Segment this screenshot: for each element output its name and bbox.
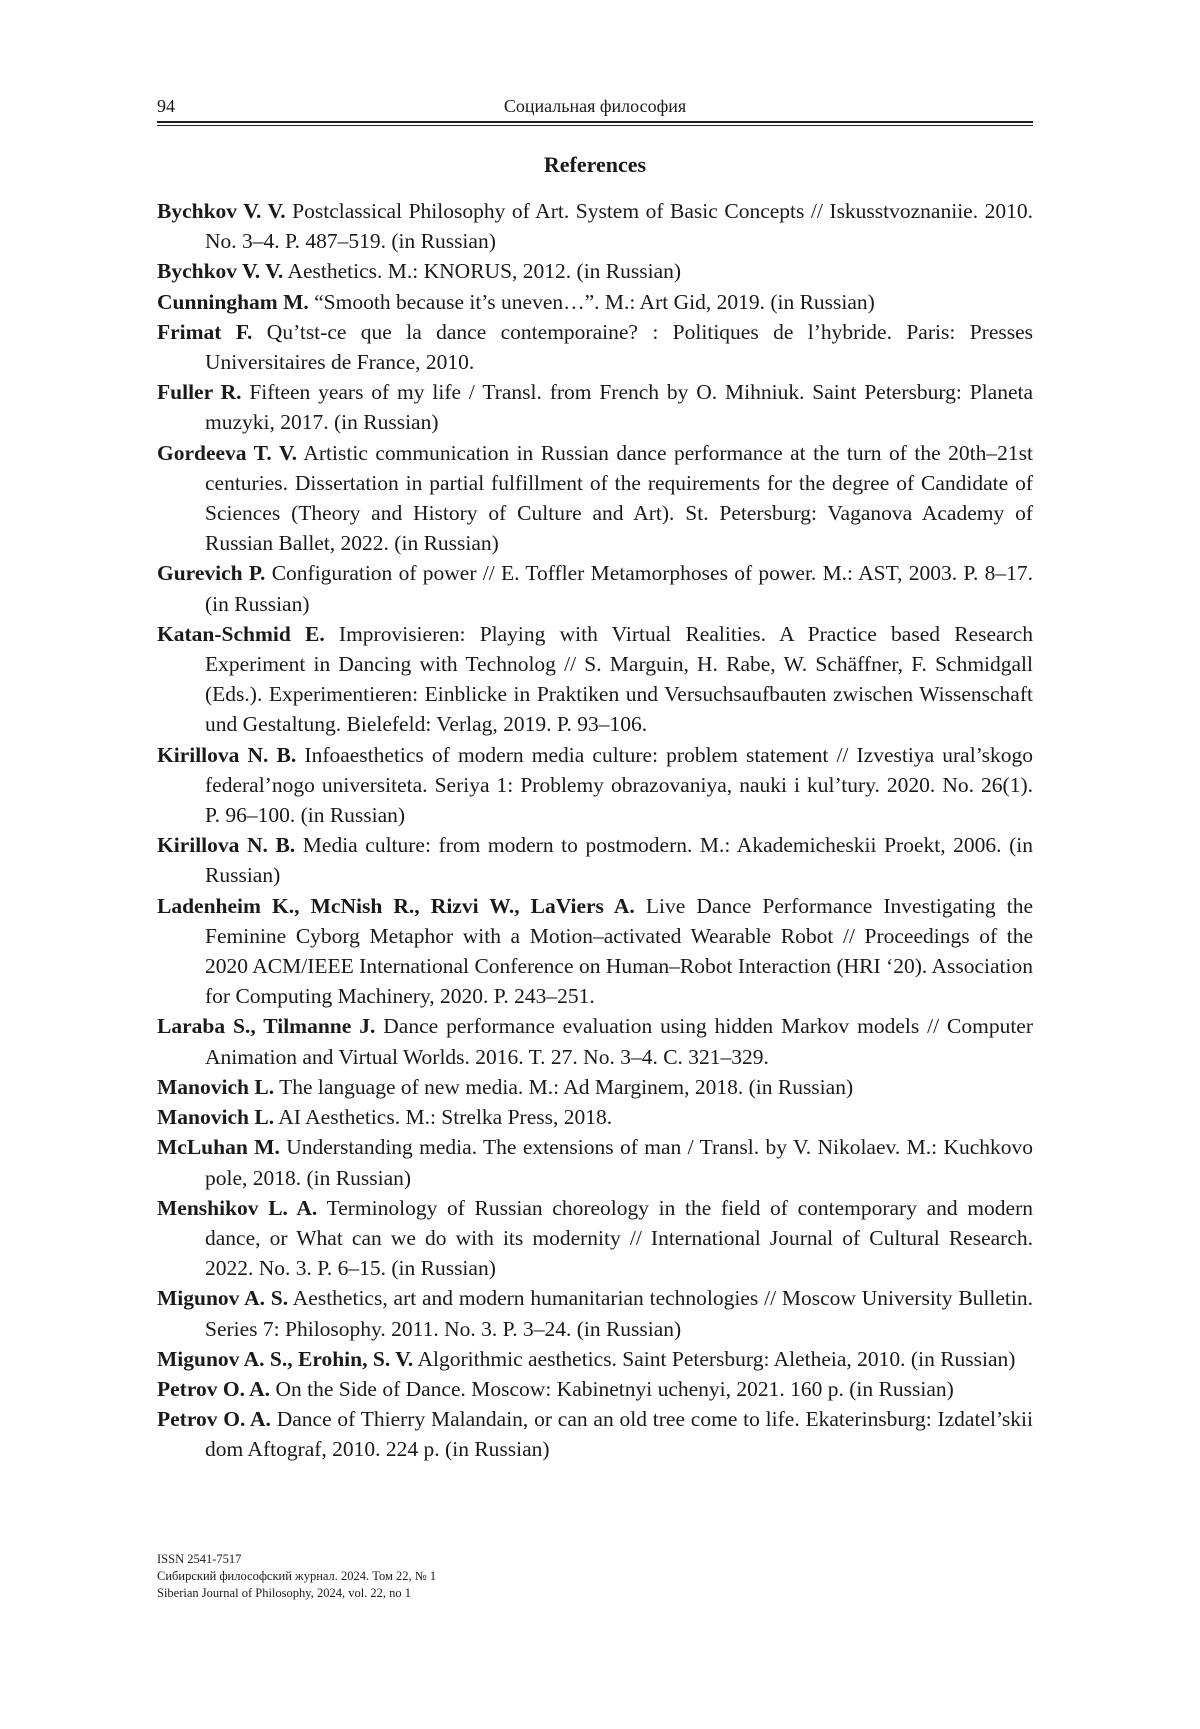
reference-text: On the Side of Dance. Moscow: Kabinetnyi uchenyi, 2021. 160 p. (in Russian) — [275, 1376, 954, 1401]
reference-entry — [157, 287, 1033, 317]
header-rule-thick — [157, 121, 1033, 123]
reference-entry — [157, 1102, 1033, 1132]
reference-list — [157, 196, 1033, 1465]
reference-entry — [157, 891, 1033, 1012]
reference-text: Postclassical Philosophy of Art. System of Basic Concepts // Iskusstvoznaniie. 2010. No. 3–4. P. 487–519. (in Russian) — [205, 199, 1034, 254]
reference-text: The language of new media. M.: Ad Marginem, 2018. (in Russian) — [279, 1074, 854, 1099]
reference-text: Algorithmic aesthetics. Saint Petersburg: Aletheia, 2010. (in Russian) — [417, 1346, 1016, 1371]
page-number: 94 — [157, 96, 175, 116]
reference-entry — [157, 558, 1033, 618]
reference-text: Fifteen years of my life / Transl. from French by O. Mihniuk. Saint Petersburg: Planeta muzyki, 2017. (in Russian) — [205, 380, 1033, 435]
reference-text: Qu’tst-ce que la dance contemporaine? : Politiques de l’hybride. Paris: Presses Universitaires de France, 2010. — [205, 319, 1034, 375]
reference-authors: Ladenheim K., McNish R., Rizvi W., LaViers A. — [157, 893, 635, 918]
reference-entry — [157, 1344, 1033, 1374]
page-footer — [157, 1551, 436, 1602]
reference-entry — [157, 1132, 1033, 1192]
running-title: Социальная философия — [503, 96, 687, 116]
reference-authors: Petrov O. A. — [157, 1407, 271, 1432]
reference-entry — [157, 1374, 1033, 1404]
reference-authors: Kirillova N. B. — [157, 742, 297, 767]
footer-journal-ru: Сибирский философский журнал. 2024. Том 22, № 1 — [157, 1569, 437, 1583]
reference-authors: Frimat F. — [157, 319, 253, 344]
reference-text: Dance performance evaluation using hidden Markov models // Computer Animation and Virtual Worlds. 2016. T. 27. No. 3–4. C. 321–329. — [205, 1014, 1034, 1069]
reference-entry — [157, 1283, 1033, 1343]
reference-authors: Gordeeva T. V. — [157, 440, 298, 465]
reference-text: Terminology of Russian choreology in the field of contemporary and modern dance, or What can we do with its modernity // International Journal of Cultural Research. 2022. No. 3. P. 6–15. (in Russian) — [205, 1195, 1033, 1281]
reference-text: “Smooth because it’s uneven…”. M.: Art Gid, 2019. (in Russian) — [314, 289, 875, 314]
reference-text: Aesthetics, art and modern humanitarian technologies // Moscow University Bulletin. Series 7: Philosophy. 2011. No. 3. P. 3–24. (in Russian) — [205, 1286, 1033, 1341]
reference-authors: Cunningham M. — [157, 289, 309, 314]
reference-entry — [157, 317, 1033, 377]
reference-authors: Laraba S., Tilmanne J. — [157, 1014, 376, 1039]
reference-authors: Kirillova N. B. — [157, 833, 296, 858]
reference-entry — [157, 1072, 1033, 1102]
reference-authors: Bychkov V. V. — [157, 199, 286, 223]
reference-entry — [157, 1404, 1033, 1464]
reference-entry — [157, 619, 1033, 740]
reference-entry — [157, 1193, 1033, 1284]
footer-issn: ISSN 2541-7517 — [157, 1552, 242, 1566]
reference-text: Media culture: from modern to postmodern. M.: Akademicheskii Proekt, 2006. (in Russian) — [205, 833, 1034, 888]
reference-entry — [157, 830, 1033, 890]
reference-authors: Migunov A. S., Erohin, S. V. — [157, 1346, 414, 1371]
reference-text: Infoaesthetics of modern media culture: problem statement // Izvestiya ural’skogo federal’nogo universiteta. Seriya 1: Problemy obrazovaniya, nauki i kul’tury. 2020. No. 26(1). P. 96–100. (in Russian) — [205, 742, 1034, 828]
references-heading: References — [543, 152, 647, 177]
reference-entry — [157, 1011, 1033, 1071]
reference-entry — [157, 196, 1033, 256]
reference-authors: McLuhan M. — [157, 1135, 280, 1160]
reference-authors: Menshikov L. A. — [157, 1195, 318, 1220]
header-rule-thin — [157, 125, 1033, 126]
reference-authors: Katan-Schmid E. — [157, 621, 325, 646]
reference-entry — [157, 256, 1033, 286]
reference-authors: Petrov O. A. — [157, 1376, 271, 1401]
reference-text: Artistic communication in Russian dance performance at the turn of the 20th–21st centuries. Dissertation in partial fulfillment of the requirements for the degree of Candidate of Sciences (Theory and History of Culture and Art). St. Petersburg: Vaganova Academy of Russian Ballet, 2022. (in Russian) — [205, 440, 1033, 556]
reference-authors: Bychkov V. V. — [157, 259, 284, 284]
footer-journal-en: Siberian Journal of Philosophy, 2024, vol. 22, no 1 — [157, 1586, 412, 1600]
reference-text: AI Aesthetics. M.: Strelka Press, 2018. — [278, 1105, 613, 1130]
reference-authors: Manovich L. — [157, 1105, 275, 1130]
reference-text: Dance of Thierry Malandain, or can an old tree come to life. Ekaterinsburg: Izdatel’skii dom Aftograf, 2010. 224 p. (in Russian) — [205, 1407, 1033, 1462]
reference-authors: Fuller R. — [157, 380, 242, 405]
reference-text: Aesthetics. M.: KNORUS, 2012. (in Russian) — [287, 259, 682, 284]
page-header — [157, 96, 1033, 124]
reference-entry — [157, 377, 1033, 437]
reference-entry — [157, 438, 1033, 559]
reference-text: Improvisieren: Playing with Virtual Realities. A Practice based Research Experiment in Dancing with Technolog // S. Marguin, H. Rabe, W. Schäffner, F. Schmidgall (Eds.). Experimentieren: Einblicke in Praktiken und Versuchsaufbauten zwischen Wissenschaft und Gestaltung. Bielefeld: Verlag, 2019. P. 93–106. — [205, 621, 1033, 737]
reference-text: Configuration of power // E. Toffler Metamorphoses of power. M.: AST, 2003. P. 8–17. (in Russian) — [205, 561, 1034, 616]
reference-text: Understanding media. The extensions of man / Transl. by V. Nikolaev. M.: Kuchkovo pole, 2018. (in Russian) — [205, 1135, 1034, 1190]
reference-authors: Migunov A. S. — [157, 1286, 289, 1311]
reference-text: Live Dance Performance Investigating the Feminine Cyborg Metaphor with a Motion–activated Wearable Robot // Proceedings of the 2020 ACM/IEEE International Conference on Human–Robot Interaction (HRI ‘20). Association for Computing Machinery, 2020. P. 243–251. — [205, 893, 1034, 1009]
reference-authors: Gurevich P. — [157, 561, 266, 586]
reference-entry — [157, 740, 1033, 831]
reference-authors: Manovich L. — [157, 1074, 275, 1099]
